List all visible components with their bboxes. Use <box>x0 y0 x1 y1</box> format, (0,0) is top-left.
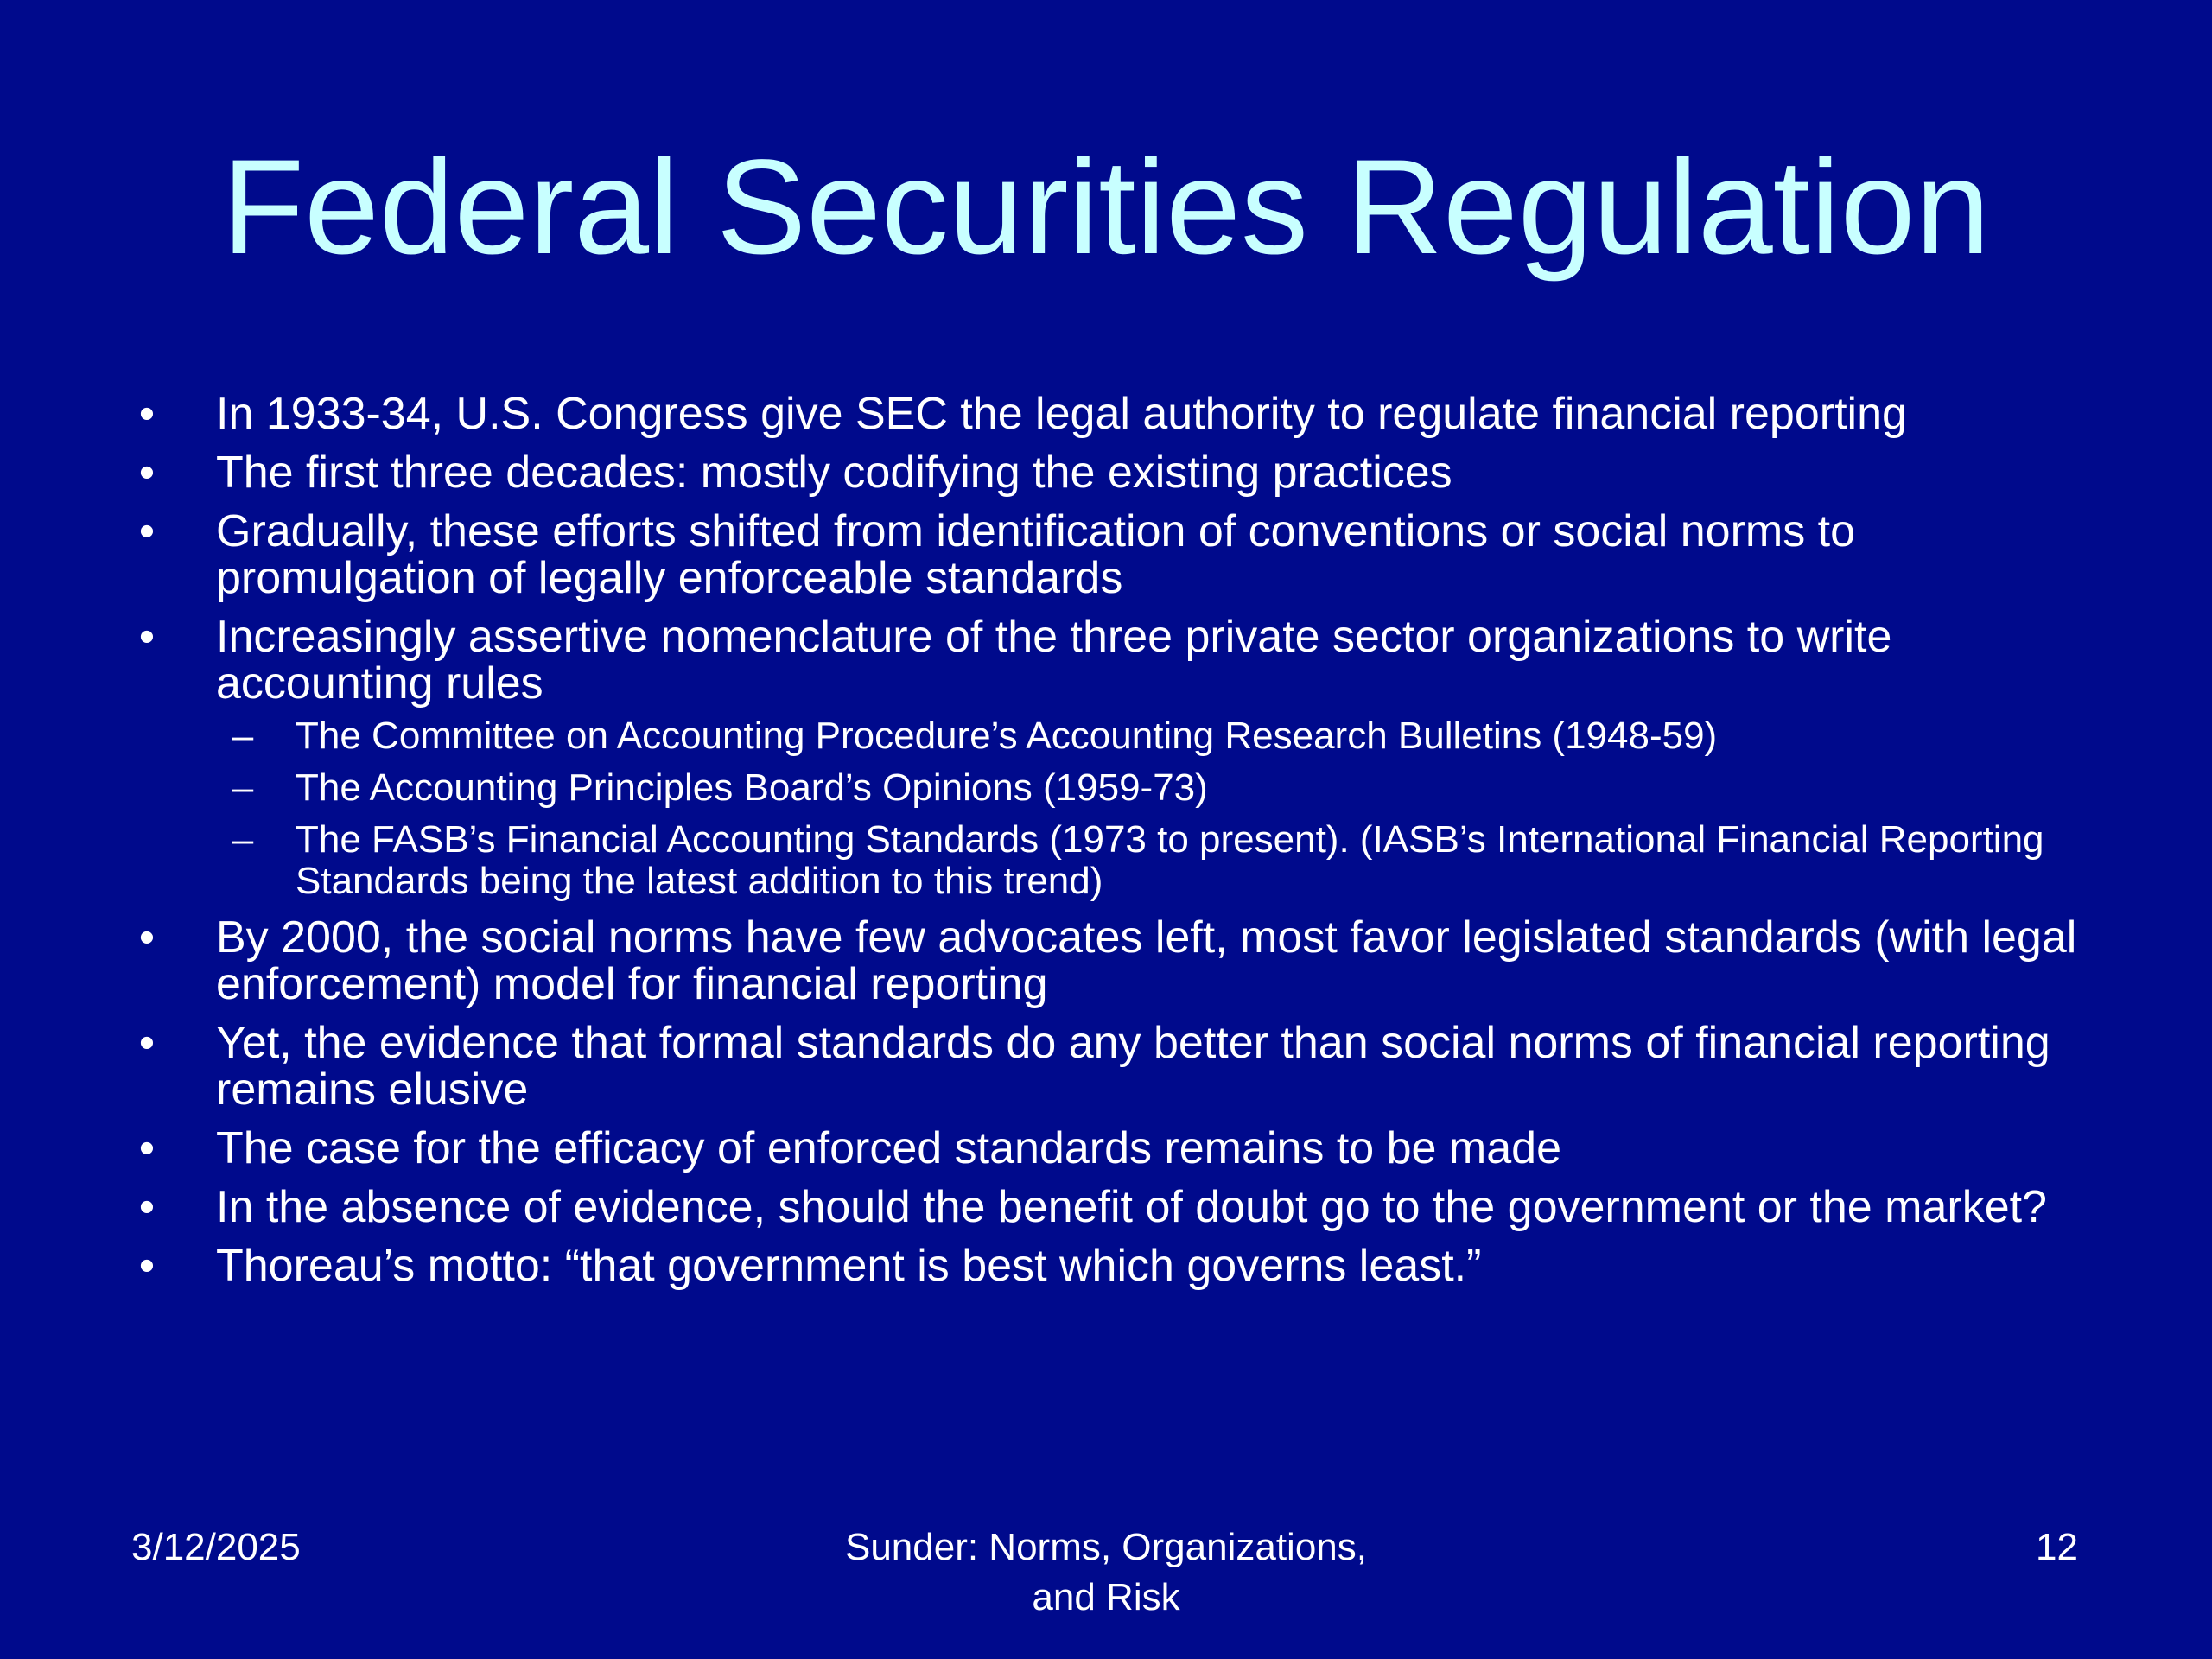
bullet-text: By 2000, the social norms have few advocates left, most favor legislated standards (with legal enforcement) model for financial reporting <box>216 912 2077 1009</box>
bullet-item <box>130 1125 2108 1172</box>
bullet-item <box>130 1020 2108 1113</box>
sub-bullet-list <box>216 715 2108 902</box>
bullet-text: Gradually, these efforts shifted from identification of conventions or social norms to promulgation of legally enforceable standards <box>216 506 1856 603</box>
bullet-item <box>130 449 2108 496</box>
bullet-item <box>130 613 2108 902</box>
sub-bullet-item <box>226 819 2093 902</box>
bullet-text: Yet, the evidence that formal standards do any better than social norms of financial reporting remains elusive <box>216 1018 2050 1115</box>
dash-icon: – <box>232 818 254 861</box>
sub-bullet-text: The Accounting Principles Board’s Opinions (1959-73) <box>296 766 1208 809</box>
bullet-item <box>130 508 2108 601</box>
bullet-dot-icon: • <box>138 1241 156 1291</box>
bullet-item <box>130 914 2108 1007</box>
bullet-dot-icon: • <box>138 506 156 556</box>
bullet-text: The case for the efficacy of enforced standards remains to be made <box>216 1123 1562 1173</box>
bullet-text: Increasingly assertive nomenclature of the three private sector organizations to write accounting rules <box>216 612 1892 709</box>
bullet-dot-icon: • <box>138 1182 156 1232</box>
slide-title: Federal Securities Regulation <box>221 132 1991 283</box>
bullet-dot-icon: • <box>138 912 156 963</box>
bullet-dot-icon: • <box>138 612 156 662</box>
sub-bullet-item <box>226 715 2093 757</box>
bullet-item <box>130 1243 2108 1289</box>
sub-bullet-text: The Committee on Accounting Procedure’s Accounting Research Bulletins (1948-59) <box>296 715 1718 757</box>
bullet-text: In 1933-34, U.S. Congress give SEC the legal authority to regulate financial reporting <box>216 389 1907 439</box>
bullet-dot-icon: • <box>138 389 156 439</box>
bullet-dot-icon: • <box>138 1018 156 1068</box>
footer-title <box>760 1522 1452 1623</box>
sub-bullet-text: The FASB’s Financial Accounting Standards (1973 to present). (IASB’s International Financial Reporting Standards being the latest addition to this trend) <box>296 818 2044 902</box>
bullet-dot-icon: • <box>138 1123 156 1173</box>
footer-title-line1: Sunder: Norms, Organizations, <box>844 1526 1368 1568</box>
bullet-text: The first three decades: mostly codifying the existing practices <box>216 448 1452 498</box>
footer-date: 3/12/2025 <box>131 1526 301 1568</box>
dash-icon: – <box>232 715 254 757</box>
footer-page-number: 12 <box>2036 1526 2078 1568</box>
footer-title-line2: and Risk <box>1032 1576 1180 1618</box>
bullet-dot-icon: • <box>138 448 156 498</box>
dash-icon: – <box>232 766 254 809</box>
bullet-item <box>130 1184 2108 1230</box>
bullet-text: Thoreau’s motto: “that government is best which governs least.” <box>216 1241 1482 1291</box>
sub-bullet-item <box>226 767 2093 809</box>
bullet-text: In the absence of evidence, should the benefit of doubt go to the government or the market? <box>216 1182 2047 1232</box>
bullet-list <box>130 391 2108 1301</box>
bullet-item <box>130 391 2108 437</box>
